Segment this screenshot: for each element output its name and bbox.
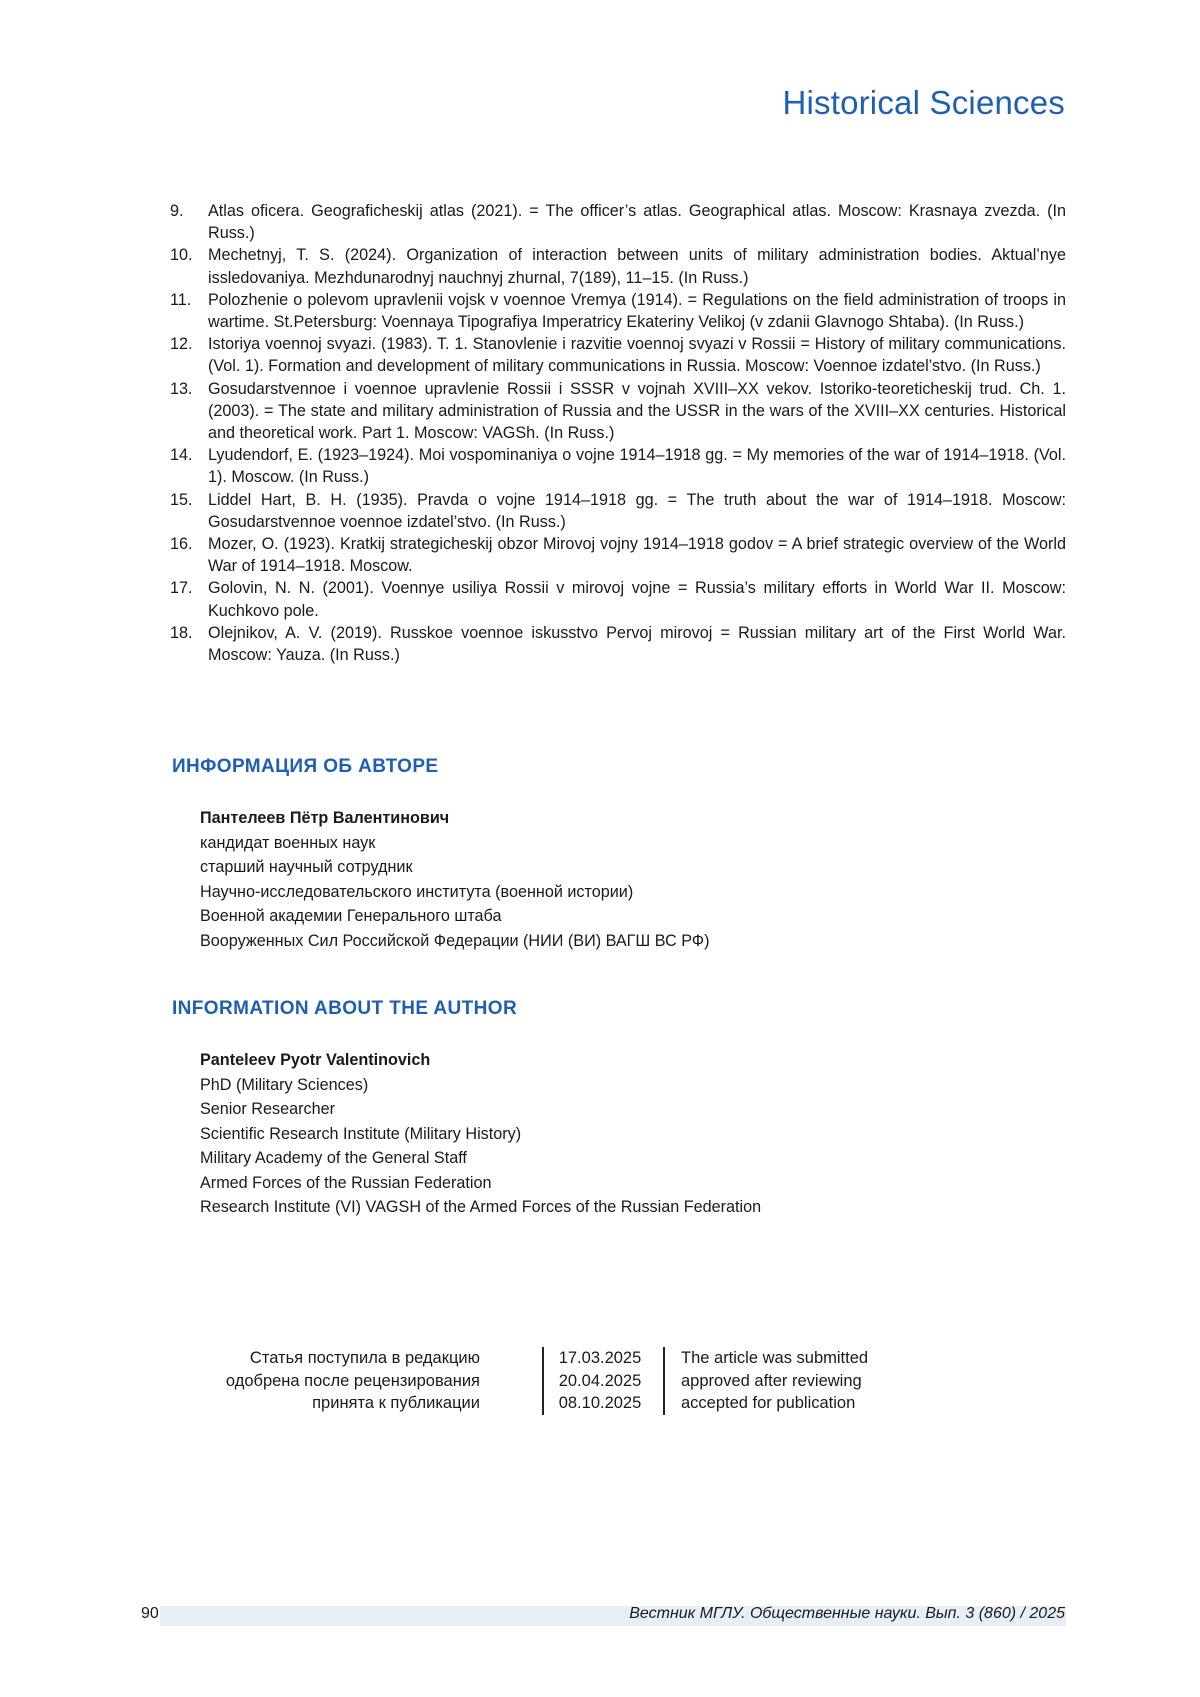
dates-labels-en [681, 1347, 868, 1415]
dates-values [544, 1347, 656, 1415]
reference-number: 12. [170, 333, 204, 355]
reviewed-label-ru: одобрена после рецензирования [226, 1370, 480, 1393]
accepted-label-en: accepted for publication [681, 1392, 868, 1415]
reference-number: 18. [170, 622, 204, 644]
reference-item [170, 244, 1066, 288]
submitted-label-en: The article was submitted [681, 1347, 868, 1370]
author-info-heading-en: INFORMATION ABOUT THE AUTHOR [172, 998, 517, 1020]
reference-item [170, 289, 1066, 333]
reference-item [170, 489, 1066, 533]
reference-number: 13. [170, 378, 204, 400]
author-position-en: Senior Researcher [200, 1097, 761, 1122]
reference-list [170, 200, 1066, 666]
reference-text: Istoriya voennoj svyazi. (1983). T. 1. Stanovlenie i razvitie voennoj svyazi v Rossii = History of military communications. (Vol. 1). Formation and development of military communications in Russia. Moscow: Voennoe izdatel’stvo. (In Russ.) [208, 335, 1066, 375]
section-title: Historical Sciences [782, 84, 1065, 122]
author-forces-en: Armed Forces of the Russian Federation [200, 1171, 761, 1196]
accepted-date: 08.10.2025 [544, 1392, 656, 1415]
author-position-ru: старший научный сотрудник [200, 855, 710, 880]
reference-item [170, 577, 1066, 621]
publication-dates [200, 1347, 960, 1417]
reviewed-label-en: approved after reviewing [681, 1370, 868, 1393]
submitted-date: 17.03.2025 [544, 1347, 656, 1370]
reference-text: Atlas oficera. Geograficheskij atlas (2021). = The officer’s atlas. Geographical atlas. Moscow: Krasnaya zvezda. (In Russ.) [208, 202, 1066, 242]
reference-number: 10. [170, 244, 204, 266]
author-institute-ru: Научно-исследовательского института (военной истории) [200, 880, 710, 905]
reference-number: 15. [170, 489, 204, 511]
reference-text: Liddel Hart, B. H. (1935). Pravda o vojne 1914–1918 gg. = The truth about the war of 1914–1918. Moscow: Gosudarstvennoe voennoe izdatel’stvo. (In Russ.) [208, 491, 1066, 531]
author-forces-ru: Вооруженных Сил Российской Федерации (НИИ (ВИ) ВАГШ ВС РФ) [200, 929, 710, 954]
reference-item [170, 200, 1066, 244]
dates-labels-ru [226, 1347, 480, 1415]
reference-number: 16. [170, 533, 204, 555]
author-info-en [200, 1048, 761, 1220]
reference-number: 14. [170, 444, 204, 466]
reference-item [170, 533, 1066, 577]
reference-text: Olejnikov, A. V. (2019). Russkoe voennoe iskusstvo Pervoj mirovoj = Russian military art of the First World War. Moscow: Yauza. (In Russ.) [208, 624, 1066, 664]
reference-item [170, 333, 1066, 377]
author-info-ru [200, 806, 710, 953]
page-number: 90 [141, 1605, 159, 1623]
reviewed-date: 20.04.2025 [544, 1370, 656, 1393]
author-institute-en: Scientific Research Institute (Military History) [200, 1122, 761, 1147]
author-degree-en: PhD (Military Sciences) [200, 1073, 761, 1098]
reference-item [170, 622, 1066, 666]
reference-text: Golovin, N. N. (2001). Voennye usiliya Rossii v mirovoj vojne = Russia’s military efforts in World War II. Moscow: Kuchkovo pole. [208, 579, 1066, 619]
reference-text: Lyudendorf, E. (1923–1924). Moi vospominaniya o vojne 1914–1918 gg. = My memories of the war of 1914–1918. (Vol. 1). Moscow. (In Russ.) [208, 446, 1066, 486]
author-name-ru: Пантелеев Пётр Валентинович [200, 806, 710, 831]
reference-text: Mozer, O. (1923). Kratkij strategicheskij obzor Mirovoj vojny 1914–1918 godov = A brief strategic overview of the World War of 1914–1918. Moscow. [208, 535, 1066, 575]
reference-text: Mechetnyj, T. S. (2024). Organization of interaction between units of military administration bodies. Aktual’nye issledovaniya. Mezhdunarodnyj nauchnyj zhurnal, 7(189), 11–15. (In Russ.) [208, 246, 1066, 286]
accepted-label-ru: принята к публикации [226, 1392, 480, 1415]
reference-number: 11. [170, 289, 204, 311]
reference-item [170, 378, 1066, 445]
author-academy-en: Military Academy of the General Staff [200, 1146, 761, 1171]
reference-number: 17. [170, 577, 204, 599]
reference-item [170, 444, 1066, 488]
divider [663, 1347, 665, 1415]
submitted-label-ru: Статья поступила в редакцию [226, 1347, 480, 1370]
author-institute-abbr-en: Research Institute (VI) VAGSH of the Armed Forces of the Russian Federation [200, 1195, 761, 1220]
reference-number: 9. [170, 200, 204, 222]
journal-title: Вестник МГЛУ. Общественные науки. Вып. 3 (860) / 2025 [629, 1605, 1065, 1623]
author-degree-ru: кандидат военных наук [200, 831, 710, 856]
author-info-heading-ru: ИНФОРМАЦИЯ ОБ АВТОРЕ [172, 756, 439, 778]
reference-text: Polozhenie o polevom upravlenii vojsk v voennoe Vremya (1914). = Regulations on the field administration of troops in wartime. St.Petersburg: Voennaya Tipografiya Imperatricy Ekateriny Velikoj (v zdanii Glavnogo Shtaba). (In Russ.) [208, 291, 1066, 331]
author-academy-ru: Военной академии Генерального штаба [200, 904, 710, 929]
author-name-en: Panteleev Pyotr Valentinovich [200, 1048, 761, 1073]
reference-text: Gosudarstvennoe i voennoe upravlenie Rossii i SSSR v vojnah XVIII–XX vekov. Istoriko-teoreticheskij trud. Ch. 1. (2003). = The state and military administration of Russia and the USSR in the wars of the XVIII–XX centuries. Historical and theoretical work. Part 1. Moscow: VAGSh. (In Russ.) [208, 380, 1066, 442]
